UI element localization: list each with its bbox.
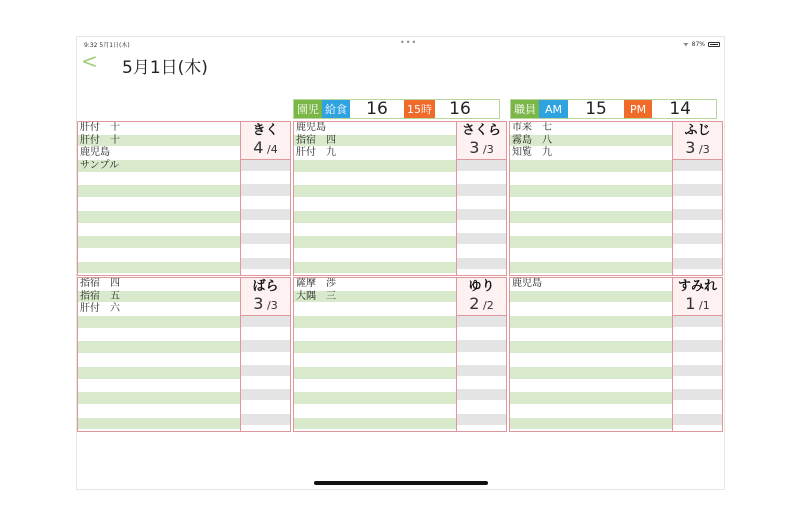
list-item — [78, 316, 240, 329]
list-item — [78, 185, 240, 198]
list-item: 指宿 五 — [78, 291, 240, 304]
home-indicator[interactable] — [314, 481, 488, 485]
side-row — [241, 414, 290, 426]
list-item — [510, 211, 672, 224]
list-item: 鹿児島 — [294, 122, 456, 135]
list-item: 鹿児島 — [510, 278, 672, 291]
list-item: 霧島 八 — [510, 135, 672, 148]
count-separator: / — [695, 143, 703, 156]
attendance-list — [78, 122, 240, 275]
list-item — [78, 198, 240, 211]
pm-label: PM — [624, 100, 652, 118]
list-item — [510, 380, 672, 393]
status-bar — [84, 40, 720, 50]
list-item — [78, 354, 240, 367]
list-item — [510, 160, 672, 173]
side-row — [241, 184, 290, 196]
pm-count: 14 — [669, 99, 691, 119]
list-item — [510, 224, 672, 237]
list-item — [78, 418, 240, 431]
list-item — [510, 405, 672, 418]
list-item: 肝付 九 — [294, 147, 456, 160]
present-count: 1 — [685, 294, 696, 313]
list-item — [78, 211, 240, 224]
total-count: 4 — [270, 143, 278, 156]
list-item — [78, 392, 240, 405]
side-row — [673, 426, 722, 432]
side-row — [241, 316, 290, 328]
present-count: 3 — [469, 138, 480, 157]
list-item — [510, 392, 672, 405]
list-item — [294, 392, 456, 405]
staff-summary — [510, 99, 717, 119]
side-row — [673, 221, 722, 233]
side-row — [241, 401, 290, 413]
class-summary — [457, 278, 506, 316]
side-row — [241, 233, 290, 245]
class-side-rows — [673, 160, 722, 276]
attendance-list — [510, 122, 672, 275]
list-item — [78, 249, 240, 262]
class-name: さくら — [461, 123, 501, 138]
side-row — [457, 340, 506, 352]
side-row — [457, 221, 506, 233]
side-row — [457, 377, 506, 389]
total-count: 2 — [486, 299, 494, 312]
status-time: 9:32 5月1日(木) — [84, 42, 130, 49]
back-button[interactable]: < — [81, 49, 98, 73]
list-item — [294, 354, 456, 367]
class-name: きく — [252, 123, 279, 138]
class-side-rows — [457, 316, 506, 432]
side-row — [673, 328, 722, 340]
multitask-dots-icon[interactable]: ••• — [400, 38, 418, 47]
list-item — [510, 316, 672, 329]
side-row — [457, 365, 506, 377]
battery-icon — [708, 42, 720, 47]
count-separator: / — [695, 299, 703, 312]
list-item — [294, 198, 456, 211]
side-row — [673, 197, 722, 209]
side-row — [241, 353, 290, 365]
list-item — [294, 380, 456, 393]
class-count — [241, 294, 290, 315]
side-row — [673, 233, 722, 245]
side-row — [673, 340, 722, 352]
app-window — [76, 36, 725, 490]
side-row — [457, 197, 506, 209]
side-row — [673, 414, 722, 426]
count-separator: / — [479, 299, 487, 312]
status-right — [683, 40, 720, 48]
class-header — [240, 278, 290, 431]
list-item — [510, 418, 672, 431]
list-item: 市来 七 — [510, 122, 672, 135]
count-separator: / — [263, 143, 271, 156]
children-label: 園児 — [294, 100, 322, 118]
class-summary — [241, 278, 290, 316]
side-row — [457, 316, 506, 328]
side-row — [673, 316, 722, 328]
list-item — [294, 262, 456, 275]
total-count: 3 — [270, 299, 278, 312]
class-count — [673, 138, 722, 159]
side-row — [241, 160, 290, 172]
list-item: 肝付 六 — [78, 303, 240, 316]
side-row — [457, 353, 506, 365]
present-count: 3 — [253, 294, 264, 313]
side-row — [241, 270, 290, 276]
class-name: すみれ — [677, 279, 717, 294]
class-header — [672, 278, 722, 431]
list-item — [510, 249, 672, 262]
side-row — [673, 389, 722, 401]
class-header — [240, 122, 290, 275]
class-header — [456, 122, 506, 275]
list-item — [510, 354, 672, 367]
list-item — [294, 405, 456, 418]
attendance-list — [294, 122, 456, 275]
side-row — [241, 172, 290, 184]
side-row — [241, 377, 290, 389]
present-count: 2 — [469, 294, 480, 313]
list-item — [294, 173, 456, 186]
side-row — [457, 389, 506, 401]
list-item — [294, 418, 456, 431]
class-count — [673, 294, 722, 315]
list-item: 大隅 三 — [294, 291, 456, 304]
class-side-rows — [241, 316, 290, 432]
side-row — [673, 172, 722, 184]
time-count: 16 — [449, 99, 471, 119]
side-row — [241, 209, 290, 221]
list-item — [510, 303, 672, 316]
list-item — [78, 262, 240, 275]
list-item — [294, 249, 456, 262]
class-name: ゆり — [468, 279, 495, 294]
side-row — [241, 365, 290, 377]
list-item: 薩摩 渉 — [294, 278, 456, 291]
list-item — [294, 329, 456, 342]
list-item — [78, 405, 240, 418]
side-row — [457, 160, 506, 172]
present-count: 4 — [253, 138, 264, 157]
list-item — [294, 316, 456, 329]
count-separator: / — [479, 143, 487, 156]
present-count: 3 — [685, 138, 696, 157]
class-name: ふじ — [684, 123, 711, 138]
meal-label: 給食 — [322, 100, 350, 118]
attendance-list — [510, 278, 672, 431]
list-item: 肝付 十 — [78, 122, 240, 135]
list-item: 知覧 九 — [510, 147, 672, 160]
class-count — [457, 294, 506, 315]
side-row — [241, 389, 290, 401]
side-row — [457, 258, 506, 270]
side-row — [241, 221, 290, 233]
side-row — [457, 245, 506, 257]
side-row — [457, 209, 506, 221]
page-title: 5月1日(木) — [122, 58, 208, 78]
list-item — [78, 380, 240, 393]
class-name: ばら — [252, 279, 279, 294]
list-item — [294, 341, 456, 354]
class-block[interactable] — [509, 277, 723, 432]
list-item: 肝付 十 — [78, 135, 240, 148]
class-block[interactable] — [77, 121, 291, 276]
list-item — [78, 367, 240, 380]
battery-percent: 87% — [691, 40, 705, 48]
class-summary — [241, 122, 290, 160]
class-side-rows — [673, 316, 722, 432]
list-item — [510, 236, 672, 249]
side-row — [457, 172, 506, 184]
class-side-rows — [457, 160, 506, 276]
list-item — [294, 367, 456, 380]
list-item — [78, 173, 240, 186]
total-count: 1 — [702, 299, 710, 312]
am-label: AM — [539, 100, 568, 118]
list-item: 指宿 四 — [78, 278, 240, 291]
class-header — [672, 122, 722, 275]
side-row — [673, 258, 722, 270]
side-row — [241, 258, 290, 270]
side-row — [457, 414, 506, 426]
side-row — [673, 160, 722, 172]
children-summary — [293, 99, 500, 119]
list-item — [510, 329, 672, 342]
class-header — [456, 278, 506, 431]
side-row — [241, 245, 290, 257]
side-row — [457, 401, 506, 413]
wifi-icon: ᯤ — [683, 41, 689, 48]
side-row — [673, 209, 722, 221]
list-item — [78, 236, 240, 249]
class-block[interactable] — [509, 121, 723, 276]
list-item — [294, 211, 456, 224]
meal-count: 16 — [366, 99, 388, 119]
list-item — [294, 303, 456, 316]
side-row — [241, 197, 290, 209]
list-item — [510, 262, 672, 275]
list-item — [294, 160, 456, 173]
list-item — [294, 236, 456, 249]
list-item — [294, 224, 456, 237]
class-summary — [457, 122, 506, 160]
list-item — [78, 224, 240, 237]
side-row — [457, 426, 506, 432]
list-item — [510, 173, 672, 186]
side-row — [457, 270, 506, 276]
list-item — [510, 291, 672, 304]
list-item — [510, 198, 672, 211]
list-item — [510, 367, 672, 380]
list-item: 鹿児島 — [78, 147, 240, 160]
time-label: 15時 — [404, 100, 435, 118]
side-row — [457, 328, 506, 340]
list-item — [294, 185, 456, 198]
total-count: 3 — [486, 143, 494, 156]
list-item — [78, 341, 240, 354]
side-row — [457, 184, 506, 196]
side-row — [673, 184, 722, 196]
side-row — [673, 270, 722, 276]
class-count — [241, 138, 290, 159]
total-count: 3 — [702, 143, 710, 156]
class-block[interactable] — [293, 277, 507, 432]
list-item — [510, 341, 672, 354]
attendance-list — [78, 278, 240, 431]
attendance-list — [294, 278, 456, 431]
side-row — [457, 233, 506, 245]
class-count — [457, 138, 506, 159]
class-block[interactable] — [293, 121, 507, 276]
class-summary — [673, 122, 722, 160]
side-row — [241, 328, 290, 340]
side-row — [673, 377, 722, 389]
side-row — [241, 426, 290, 432]
side-row — [673, 365, 722, 377]
side-row — [673, 245, 722, 257]
list-item — [78, 329, 240, 342]
am-count: 15 — [585, 99, 607, 119]
class-side-rows — [241, 160, 290, 276]
side-row — [241, 340, 290, 352]
class-summary — [673, 278, 722, 316]
count-separator: / — [263, 299, 271, 312]
class-block[interactable] — [77, 277, 291, 432]
side-row — [673, 401, 722, 413]
list-item: 指宿 四 — [294, 135, 456, 148]
list-item: サンプル — [78, 160, 240, 173]
side-row — [673, 353, 722, 365]
list-item — [510, 185, 672, 198]
staff-label: 職員 — [511, 100, 539, 118]
